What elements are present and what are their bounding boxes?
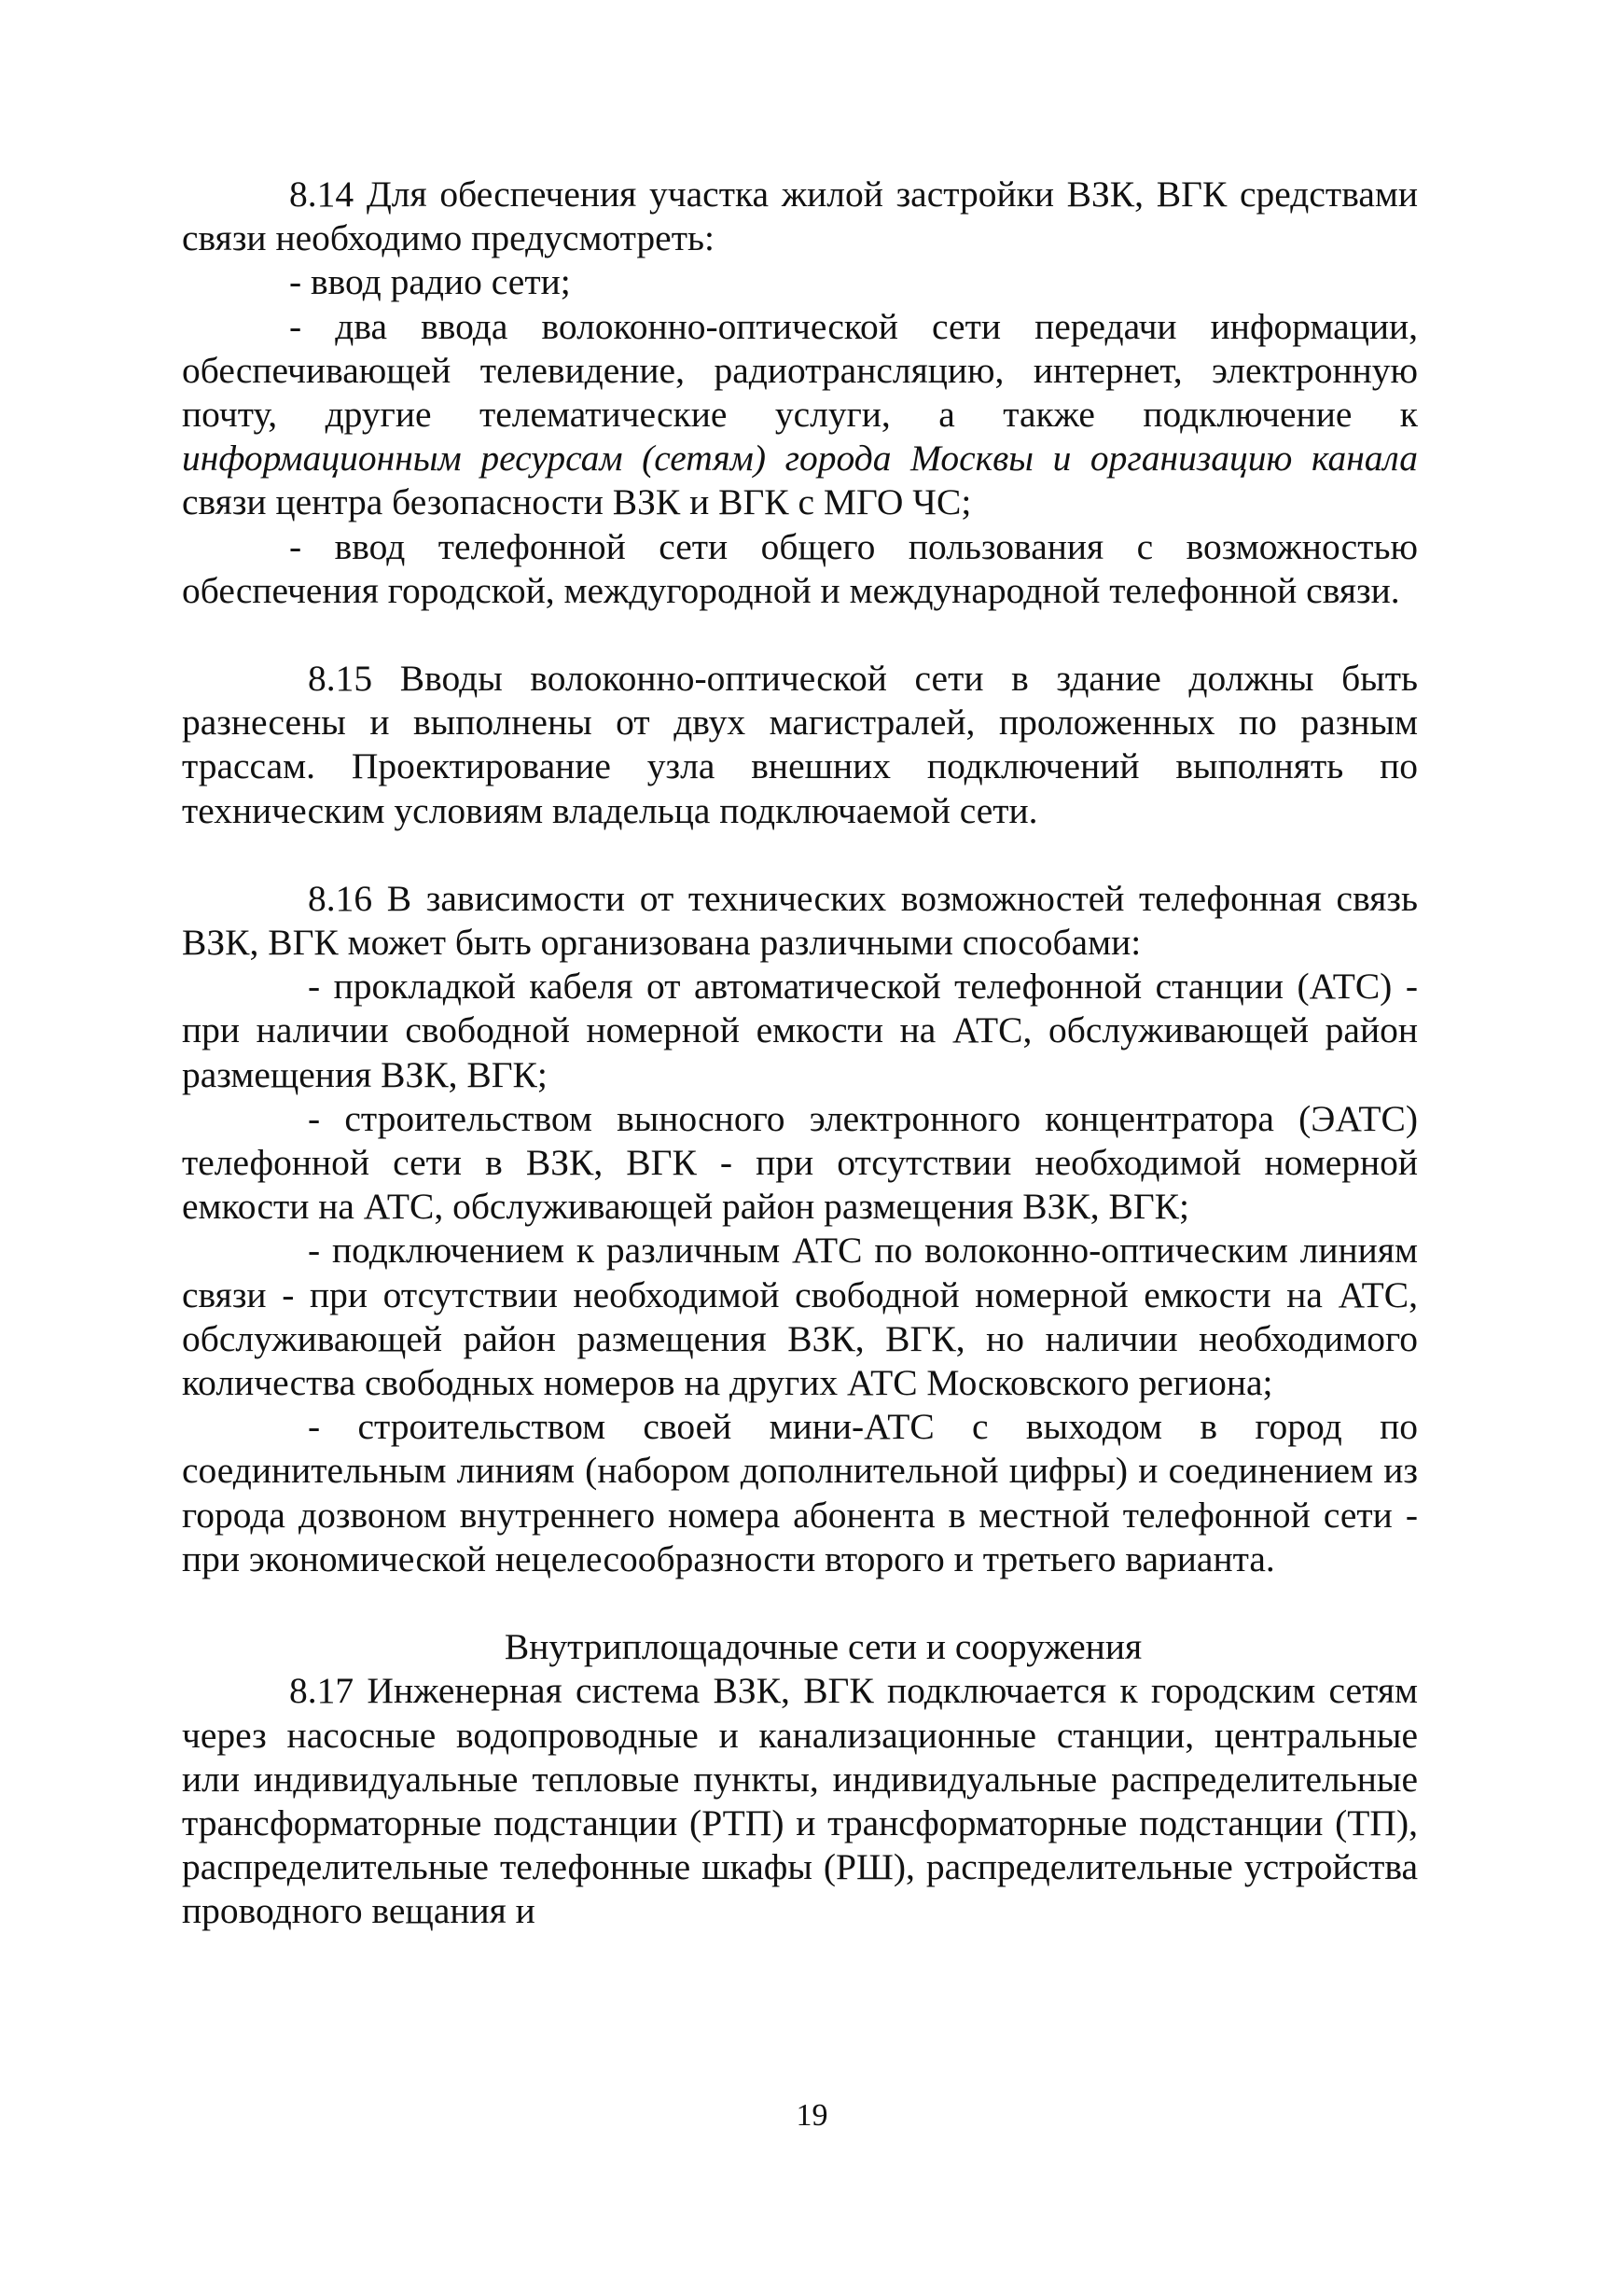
paragraph-8-16-item-4: - строительством своей мини-АТС с выходом в город по соединительным линиям (набором дополнительной цифры) и соединением из города дозвоном внутреннего номера абонента в местной телефонной сети - при экономической нецелесообразности второго и третьего варианта. <box>182 1406 1418 1579</box>
paragraph-8-15: 8.15 Вводы волоконно-оптической сети в здание должны быть разнесены и выполнены от двух магистралей, проложенных по разным трассам. Проектирование узла внешних подключений выполнять по техническим условиям владельца подключаемой сети. <box>182 658 1418 831</box>
paragraph-8-14-intro: 8.14 Для обеспечения участка жилой застройки ВЗК, ВГК средствами связи необходимо предусмотреть: <box>182 174 1418 259</box>
item-2-text-start: - два ввода волоконно-оптической сети передачи информации, обеспечивающей телевидение, радиотрансляцию, интернет, электронную почту, другие телематические услуги, а также подключение к <box>182 305 1418 436</box>
spacer <box>182 1581 1418 1625</box>
paragraph-8-16-item-2: - строительством выносного электронного концентратора (ЭАТС) телефонной сети в ВЗК, ВГК - при отсутствии необходимой номерной емкости на АТС, обслуживающей район размещения ВЗК, ВГК; <box>182 1097 1418 1228</box>
document-page <box>182 173 1418 1934</box>
paragraph-8-16-item-3: - подключением к различным АТС по волоконно-оптическим линиям связи - при отсутствии необходимой свободной номерной емкости на АТС, обслуживающей район размещения ВЗК, ВГК, но наличии необходимого количества свободных номеров на других АТС Московского региона; <box>182 1230 1418 1404</box>
paragraph-8-17: 8.17 Инженерная система ВЗК, ВГК подключается к городским сетям через насосные водопроводные и канализационные станции, центральные или индивидуальные тепловые пункты, индивидуальные распределительные трансформаторные подстанции (РТП) и трансформаторные подстанции (ТП), распределительные телефонные шкафы (РШ), распределительные устройства проводного вещания и <box>182 1670 1418 1932</box>
paragraph-8-16-intro: 8.16 В зависимости от технических возможностей телефонная связь ВЗК, ВГК может быть организована различными способами: <box>182 877 1418 964</box>
item-2-text-end: связи центра безопасности ВЗК и ВГК с МГО ЧС; <box>182 481 972 523</box>
subsection-heading: Внутриплощадочные сети и сооружения <box>504 1626 1143 1668</box>
page-number: 19 <box>796 2098 828 2133</box>
paragraph-8-14-item-2 <box>182 305 1418 525</box>
spacer <box>182 833 1418 877</box>
paragraph-8-14-item-3: - ввод телефонной сети общего пользования с возможностью обеспечения городской, междугородной и международной телефонной связи. <box>182 525 1418 611</box>
paragraph-8-14-item-1: - ввод радио сети; <box>289 261 571 303</box>
spacer <box>182 613 1418 657</box>
paragraph-8-16-item-1: - прокладкой кабеля от автоматической телефонной станции (АТС) - при наличии свободной номерной емкости на АТС, обслуживающей район размещения ВЗК, ВГК; <box>182 966 1418 1095</box>
item-2-italic-text: информационным ресурсам (сетям) города Москвы и организацию канала <box>182 438 1418 480</box>
